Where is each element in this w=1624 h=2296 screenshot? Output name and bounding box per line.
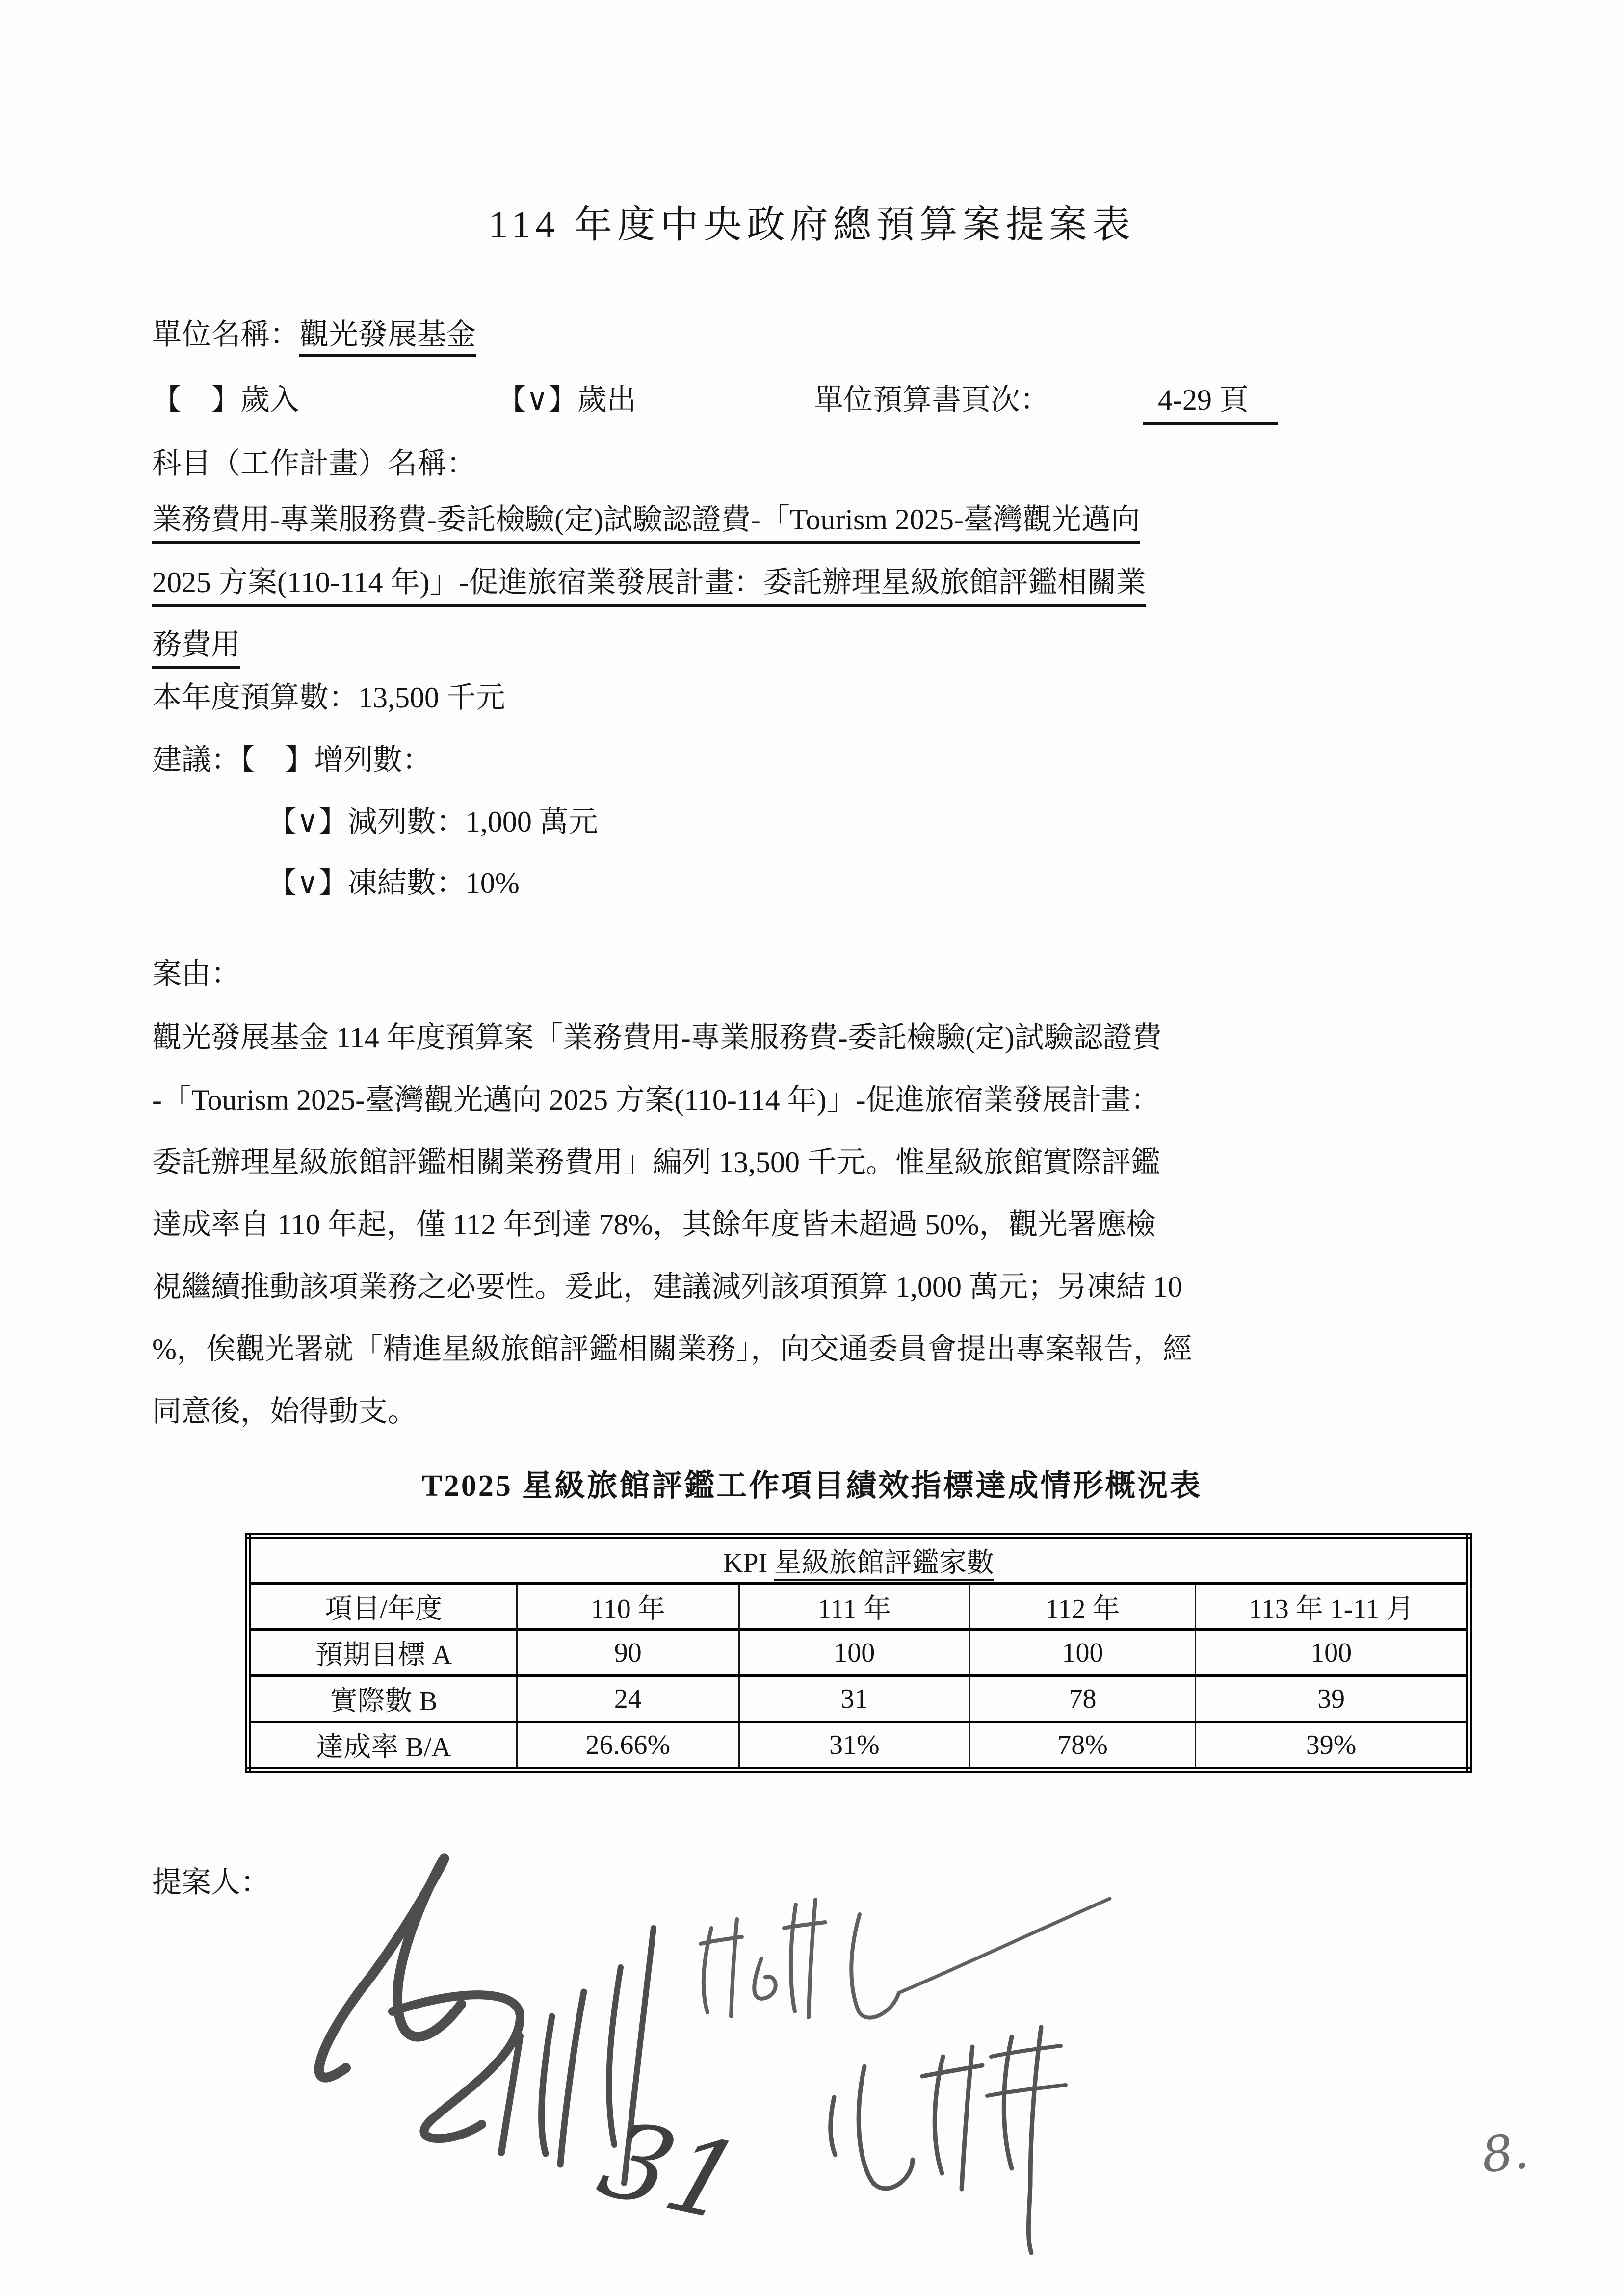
case-line-1: 觀光發展基金 114 年度預算案「業務費用-專業服務費-委託檢驗(定)試驗認證費 [152, 1021, 1162, 1054]
kpi-cell: 100 [969, 1630, 1195, 1676]
case-line-5: 視繼續推動該項業務之必要性。爰此，建議減列該項預算 1,000 萬元；另凍結 10 [152, 1271, 1182, 1303]
kpi-row-actual [248, 1676, 1469, 1722]
budget-amount-line: 本年度預算數：13,500 千元 [152, 681, 505, 714]
proposer-label: 提案人： [152, 1866, 270, 1899]
signature-2 [701, 1899, 1110, 2018]
page-title: 114 年度中央政府總預算案提案表 [489, 203, 1135, 246]
kpi-cell: 31 [739, 1676, 969, 1722]
subject-line-3: 務費用 [152, 626, 240, 669]
kpi-cell: 78% [969, 1722, 1195, 1770]
kpi-cell: 100 [739, 1630, 969, 1676]
subject-line-2: 2025 方案(110-114 年)」-促進旅宿業發展計畫：委託辦理星級旅館評鑑相關業 [152, 564, 1146, 607]
kpi-row-rate [248, 1722, 1469, 1770]
kpi-cell: 39 [1196, 1676, 1469, 1722]
suggest-decrease-line: 【∨】減列數：1,000 萬元 [267, 806, 598, 838]
kpi-table-wrapper [245, 1533, 1472, 1773]
case-line-4: 達成率自 110 年起，僅 112 年到達 78%，其餘年度皆未超過 50%，觀光署應檢 [152, 1208, 1156, 1241]
kpi-row-target [248, 1630, 1469, 1676]
kpi-caption-main: 星級旅館評鑑家數 [774, 1548, 994, 1581]
kpi-cell: 100 [1196, 1630, 1469, 1676]
signature-1 [319, 1858, 654, 2183]
kpi-cell: 24 [517, 1676, 739, 1722]
signatures-area [245, 1781, 1570, 2296]
page-ref-label: 單位預算書頁次： [814, 384, 1049, 416]
unit-name-label: 單位名稱： [152, 318, 299, 351]
checkbox-expenditure: 【∨】歲出 [497, 384, 636, 416]
kpi-caption-prefix: KPI [723, 1548, 775, 1578]
handwritten-page-mark: 8. [1479, 2122, 1532, 2184]
unit-name-value: 觀光發展基金 [299, 318, 476, 357]
kpi-caption [248, 1536, 1469, 1584]
kpi-caption-row [248, 1536, 1469, 1584]
kpi-row-label: 實際數 B [248, 1676, 517, 1722]
unit-name-line [152, 316, 476, 353]
page-ref-value: 4-29 頁 [1143, 382, 1278, 425]
kpi-table-title: T2025 星級旅館評鑑工作項目績效指標達成情形概況表 [421, 1469, 1203, 1503]
kpi-col-header: 110 年 [517, 1584, 739, 1630]
subject-line-1: 業務費用-專業服務費-委託檢驗(定)試驗認證費-「Tourism 2025-臺灣觀光邁向 [152, 501, 1140, 544]
checkbox-revenue: 【 】歲入 [152, 384, 299, 416]
kpi-cell: 39% [1196, 1722, 1469, 1770]
kpi-cell: 90 [517, 1630, 739, 1676]
suggest-increase-line: 建議：【 】增列數： [152, 744, 432, 776]
suggest-freeze-line: 【∨】凍結數：10% [267, 867, 520, 899]
kpi-header-row [248, 1584, 1469, 1630]
kpi-col-header: 113 年 1-11 月 [1196, 1584, 1469, 1630]
case-line-2: -「Tourism 2025-臺灣觀光邁向 2025 方案(110-114 年)」-促進旅宿業發展計畫： [152, 1084, 1160, 1116]
kpi-row-label: 預期目標 A [248, 1630, 517, 1676]
kpi-cell: 31% [739, 1722, 969, 1770]
signature-3 [831, 2027, 1066, 2253]
kpi-cell: 26.66% [517, 1722, 739, 1770]
kpi-col-header: 112 年 [969, 1584, 1195, 1630]
case-line-3: 委託辦理星級旅館評鑑相關業務費用」編列 13,500 千元。惟星級旅館實際評鑑 [152, 1146, 1160, 1178]
kpi-col-header: 111 年 [739, 1584, 969, 1630]
case-line-6: %，俟觀光署就「精進星級旅館評鑑相關業務」，向交通委員會提出專案報告，經 [152, 1333, 1192, 1365]
handwritten-number-31: 31 [585, 2098, 756, 2244]
case-heading: 案由： [152, 958, 240, 990]
kpi-col-header: 項目/年度 [248, 1584, 517, 1630]
kpi-row-label: 達成率 B/A [248, 1722, 517, 1770]
subject-label: 科目（工作計畫）名稱： [152, 447, 476, 480]
case-line-7: 同意後，始得動支。 [152, 1395, 417, 1428]
kpi-cell: 78 [969, 1676, 1195, 1722]
kpi-table [245, 1533, 1472, 1773]
